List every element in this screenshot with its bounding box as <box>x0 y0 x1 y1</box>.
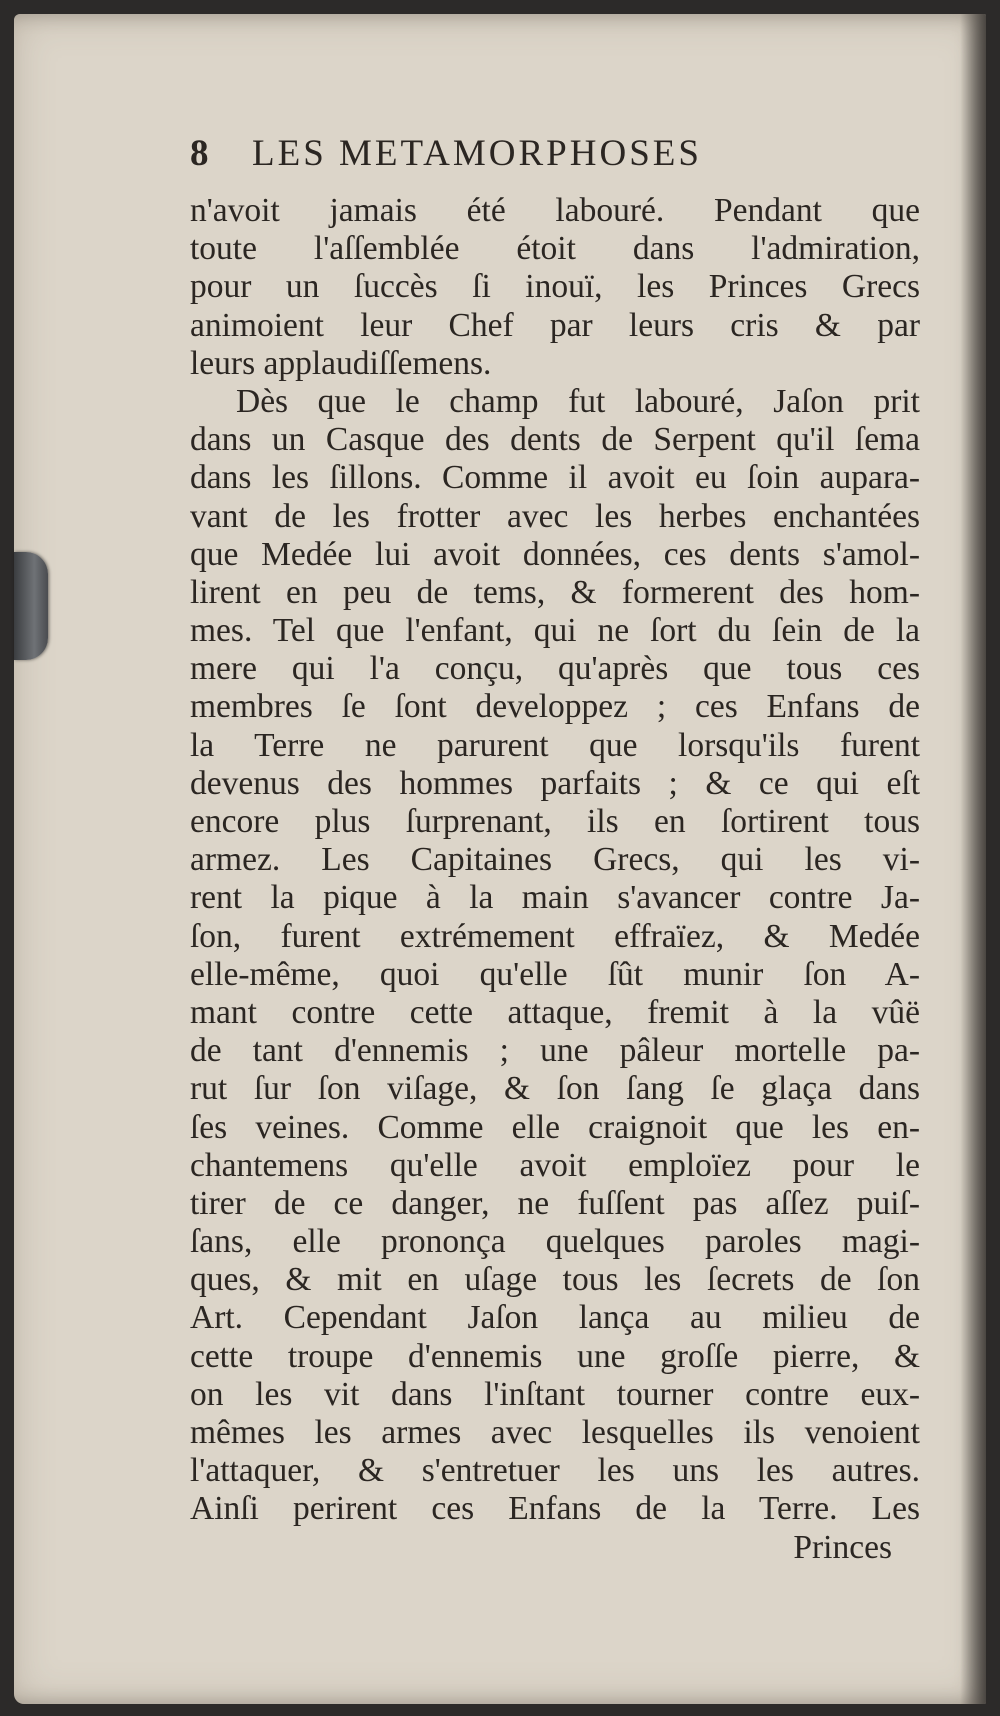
text-line: mere qui l'a conçu, qu'après que tous ces <box>190 650 920 688</box>
page-number: 8 <box>190 133 212 174</box>
text-line: leurs applaudiſſemens. <box>190 344 492 382</box>
text-line: cette troupe d'ennemis une groſſe pierre, & <box>190 1337 920 1375</box>
text-line: mant contre cette attaque, fremit à la vûë <box>190 993 920 1031</box>
text-line: n'avoit jamais été labouré. Pendant que <box>190 192 920 229</box>
text-line: mes. Tel que l'enfant, qui ne ſort du ſein de la <box>190 612 920 650</box>
text-line: mêmes les armes avec lesquelles ils venoient <box>190 1414 920 1451</box>
text-line: armez. Les Capitaines Grecs, qui les vi- <box>190 841 920 879</box>
text-line: animoient leur Chef par leurs cris & par <box>190 306 920 344</box>
text-line: lirent en peu de tems, & formerent des hom- <box>190 573 920 611</box>
text-line: elle-même, quoi qu'elle ſût munir ſon A- <box>190 955 920 993</box>
page-edge-shadow <box>960 14 986 1704</box>
text-line: ſans, elle prononça quelques paroles magi- <box>190 1223 920 1261</box>
running-title: LES METAMORPHOSES <box>252 133 702 174</box>
text-line: la Terre ne parurent que lorsqu'ils furent <box>190 726 920 764</box>
text-line: toute l'aſſemblée étoit dans l'admiration, <box>190 230 920 268</box>
text-line: Ainſi perirent ces Enfans de la Terre. Les <box>190 1490 920 1528</box>
catchword: Princes <box>793 1528 892 1566</box>
text-line: Dès que le champ fut labouré, Jaſon prit <box>236 382 920 420</box>
text-line: on les vit dans l'inſtant tourner contre eux- <box>190 1375 920 1413</box>
text-line: Art. Cependant Jaſon lança au milieu de <box>190 1299 920 1337</box>
text-line: ques, & mit en uſage tous les ſecrets de ſon <box>190 1261 920 1299</box>
text-line: rent la pique à la main s'avancer contre Ja- <box>190 879 920 917</box>
text-line: dans les ſillons. Comme il avoit eu ſoin aupara- <box>190 459 920 497</box>
text-line: encore plus ſurprenant, ils en ſortirent tous <box>190 803 920 840</box>
page-header <box>190 132 920 192</box>
text-line: l'attaquer, & s'entretuer les uns les autres. <box>190 1452 920 1490</box>
text-line: vant de les frotter avec les herbes enchantées <box>190 497 920 535</box>
text-line: pour un ſuccès ſi inouï, les Princes Grecs <box>190 268 920 306</box>
text-line: ſon, furent extrémement effraïez, & Medée <box>190 917 920 955</box>
text-line: chantemens qu'elle avoit emploïez pour le <box>190 1146 920 1184</box>
page-clip <box>14 552 48 660</box>
text-block <box>190 132 920 1567</box>
book-page <box>14 14 986 1704</box>
text-line: de tant d'ennemis ; une pâleur mortelle pa- <box>190 1032 920 1070</box>
text-line: membres ſe ſont developpez ; ces Enfans de <box>190 688 920 726</box>
text-line: tirer de ce danger, ne fuſſent pas aſſez puiſ- <box>190 1184 920 1222</box>
text-line: ſes veines. Comme elle craignoit que les en- <box>190 1108 920 1146</box>
text-line: devenus des hommes parfaits ; & ce qui eſt <box>190 764 920 802</box>
text-line: que Medée lui avoit données, ces dents s'amol- <box>190 535 920 573</box>
text-line: dans un Casque des dents de Serpent qu'il ſema <box>190 421 920 459</box>
text-line: rut ſur ſon viſage, & ſon ſang ſe glaça dans <box>190 1070 920 1108</box>
